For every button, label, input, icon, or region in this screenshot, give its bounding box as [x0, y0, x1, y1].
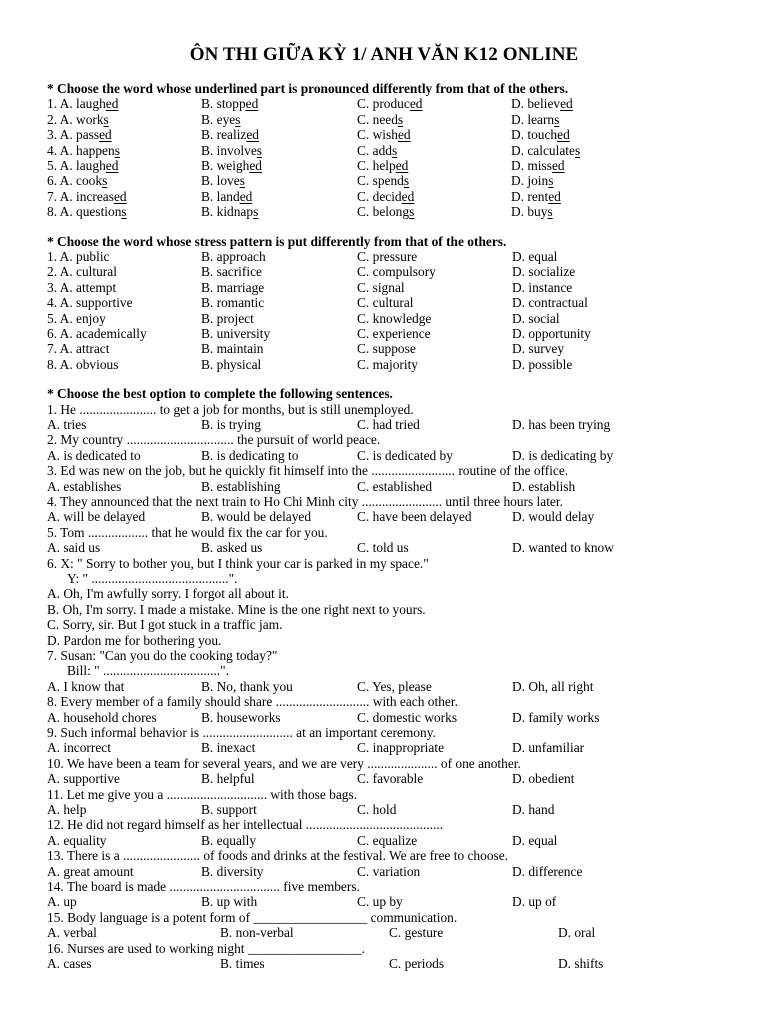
option-text: A. laugh [59, 158, 106, 173]
answer-option: A. tries [47, 417, 87, 432]
answer-option: D. is dedicating by [512, 447, 614, 463]
answer-option [357, 189, 414, 204]
underlined-part: ed [395, 158, 409, 173]
answer-option [512, 357, 572, 372]
question-text: 5. Tom .................. that he would fix the car for you. [47, 524, 328, 540]
option-text: D. believ [511, 96, 561, 112]
answer-option: A. supportive [47, 771, 120, 787]
question-text: 8. Every member of a family should share ............................ with each other. [47, 694, 458, 710]
answer-option [512, 264, 575, 279]
question-number: 2. [47, 111, 58, 127]
underlined-part: s [409, 204, 415, 220]
answer-option: B. No, thank you [201, 678, 293, 694]
answer-option: D. would delay [512, 509, 595, 525]
question-text: 13. There is a ....................... of foods and drinks at the festival. We are free to choose. [47, 848, 509, 864]
option-text: B. university [201, 326, 271, 341]
option-text: B. romantic [201, 295, 265, 311]
underlined-part: s [102, 173, 108, 189]
question-text: 11. Let me give you a .............................. with those bags. [47, 786, 358, 802]
option-text: A. work [59, 111, 104, 127]
option-text: A. question [59, 204, 122, 220]
answer-option [357, 249, 417, 264]
underlined-part: s [239, 173, 245, 189]
answer-option: B. is dedicating to [201, 447, 299, 463]
option-text: D. social [512, 310, 560, 326]
question-number: 4. [47, 142, 58, 158]
option-text: C. belong [357, 204, 410, 220]
option-text: D. miss [511, 158, 552, 173]
underlined-part: ed [239, 188, 253, 204]
answer-option: D. unfamiliar [512, 740, 585, 756]
question-text: 4. They announced that the next train to Ho Chi Minh city ........................ until three hours later. [47, 494, 563, 509]
answer-option [357, 264, 436, 279]
answer-option [357, 96, 422, 111]
underlined-part: ed [246, 127, 259, 143]
question-number: 4. [47, 295, 58, 311]
section-1-heading: * Choose the word whose underlined part is pronounced differently from that of the others. [47, 81, 569, 96]
underlined-part: s [397, 111, 404, 127]
answer-option: B. support [201, 802, 257, 817]
page-title: ÔN THI GIỮA KỲ 1/ ANH VĂN K12 ONLINE [189, 44, 579, 65]
answer-option: C. periods [389, 956, 445, 971]
section-3-heading: * Choose the best option to complete the following sentences. [47, 386, 393, 402]
answer-option: C. inappropriate [357, 740, 445, 756]
answer-option [511, 204, 553, 219]
answer-option: D. shifts [558, 956, 604, 971]
option-text: A. pass [59, 127, 100, 143]
question-number: 5. [47, 158, 58, 173]
option-text: C. wish [357, 127, 398, 143]
answer-option: C. domestic works [357, 709, 458, 725]
answer-option [512, 311, 560, 326]
answer-option [201, 357, 261, 372]
answer-option [201, 341, 263, 356]
option-text: C. need [357, 111, 398, 127]
underlined-part: s [256, 142, 263, 158]
reply-text: Bill: " ...................................". [67, 663, 229, 679]
question-text: 10. We have been a team for several years, and we are very ..................... of one another. [47, 755, 521, 771]
answer-option [357, 295, 414, 310]
option-text: C. add [357, 142, 392, 158]
answer-option: C. told us [357, 540, 409, 556]
answer-option [357, 311, 431, 326]
question-text: 16. Nurses are used to working night _________________. [47, 940, 365, 956]
answer-option: D. establish [512, 478, 576, 494]
option-text: D. contractual [512, 295, 588, 311]
question-number: 5. [47, 310, 58, 326]
reply-text: Y: " .........................................". [67, 571, 238, 586]
answer-option: A. establishes [47, 478, 122, 494]
answer-option [512, 280, 572, 295]
option-text: C. cultural [357, 295, 414, 311]
option-text: D. socialize [512, 264, 576, 280]
answer-option: B. equally [201, 832, 257, 848]
question-text: 14. The board is made ................................. five members. [47, 879, 360, 894]
underlined-part: ed [245, 96, 259, 112]
answer-option: D. oral [558, 925, 596, 941]
answer-option: D. difference [512, 863, 583, 879]
option-text: C. pressure [357, 249, 418, 264]
answer-option: C. variation [357, 863, 421, 879]
answer-option [357, 341, 416, 356]
answer-option [47, 112, 109, 127]
question-number: 8. [47, 356, 58, 372]
answer-option [357, 357, 418, 372]
answer-option [357, 112, 403, 127]
answer-option: B. would be delayed [201, 509, 312, 525]
answer-option [357, 173, 409, 188]
answer-option [47, 96, 118, 111]
underlined-part: s [253, 204, 259, 220]
option-text: D. opportunity [512, 326, 591, 341]
option-text: B. project [201, 310, 254, 326]
answer-option [201, 112, 240, 127]
answer-option: B. houseworks [201, 709, 281, 725]
underlined-part: ed [551, 158, 565, 173]
answer-option [201, 204, 258, 219]
underlined-part: ed [557, 127, 570, 143]
question-number: 3. [47, 279, 58, 295]
answer-option: A. household chores [47, 709, 157, 725]
underlined-part: s [103, 111, 109, 127]
answer-option [47, 341, 109, 356]
underlined-part: ed [397, 127, 411, 143]
answer-option: A. will be delayed [47, 509, 146, 525]
option-text: C. produc [357, 96, 410, 112]
question-number: 2. [47, 264, 58, 280]
question-number: 7. [47, 188, 58, 204]
answer-option [47, 295, 133, 310]
answer-option [512, 295, 588, 310]
answer-option: C. had tried [357, 417, 420, 432]
answer-option [511, 189, 561, 204]
answer-option: B. inexact [201, 740, 256, 756]
option-text: C. experience [357, 326, 431, 341]
underlined-part: s [403, 173, 410, 189]
option-text: B. kidnap [201, 204, 254, 220]
option-text: C. help [357, 158, 396, 173]
question-text: 1. He ....................... to get a job for months, but is still unemployed. [47, 401, 414, 417]
answer-option [47, 357, 118, 372]
answer-option: C. is dedicated by [357, 447, 453, 463]
option-text: D. possible [512, 356, 573, 372]
answer-option [47, 158, 118, 173]
option-text: D. instance [512, 279, 573, 295]
answer-option: C. equalize [357, 832, 418, 848]
answer-option: C. established [357, 478, 433, 494]
option-text: A. increas [59, 188, 114, 204]
answer-option [47, 264, 117, 279]
answer-option [511, 127, 570, 142]
option-text: B. love [201, 173, 240, 189]
answer-option [512, 326, 591, 341]
option-text: A. enjoy [59, 310, 106, 326]
answer-option [357, 280, 405, 295]
answer-option: B. asked us [201, 540, 263, 556]
answer-option [511, 96, 573, 111]
question-number: 7. [47, 341, 58, 357]
option-text: C. suppose [357, 341, 416, 357]
option-text: B. sacrifice [201, 264, 262, 280]
answer-option [47, 280, 116, 295]
underlined-part: ed [105, 96, 119, 112]
question-text: 6. X: " Sorry to bother you, but I think your car is parked in my space." [47, 555, 429, 571]
answer-option: A. Oh, I'm awfully sorry. I forgot all about it. [47, 586, 289, 602]
answer-option: A. equality [47, 832, 107, 848]
question-number: 3. [47, 127, 58, 143]
underlined-part: s [121, 204, 127, 220]
answer-option: A. help [47, 802, 87, 817]
option-text: B. approach [201, 249, 266, 264]
answer-option: D. Pardon me for bothering you. [47, 632, 222, 648]
option-text: D. learn [511, 111, 555, 127]
option-text: C. decid [357, 188, 402, 204]
answer-option: D. family works [512, 709, 600, 725]
option-text: D. touch [511, 127, 558, 143]
question-number: 6. [47, 173, 58, 189]
answer-option: C. Sorry, sir. But I got stuck in a traffic jam. [47, 617, 283, 633]
answer-option [47, 249, 110, 264]
answer-option [357, 143, 397, 158]
answer-option [512, 249, 557, 264]
option-text: B. realiz [201, 127, 247, 143]
answer-option: A. great amount [47, 863, 134, 879]
option-text: D. rent [511, 188, 549, 204]
underlined-part: ed [249, 158, 262, 173]
option-text: C. knowledge [357, 310, 432, 326]
option-text: A. laugh [59, 96, 106, 112]
question-text: 15. Body language is a potent form of _________________ communication. [47, 909, 458, 925]
underlined-part: ed [99, 127, 112, 143]
answer-option: D. equal [512, 832, 558, 848]
option-text: A. cultural [59, 264, 117, 280]
answer-option [47, 204, 127, 219]
answer-option [201, 264, 262, 279]
question-number: 1. [47, 96, 58, 112]
option-text: D. buy [511, 204, 548, 220]
underlined-part: s [547, 204, 553, 220]
option-text: D. equal [512, 249, 558, 264]
answer-option: D. has been trying [512, 417, 611, 432]
answer-option: B. diversity [201, 863, 264, 879]
answer-option: B. Oh, I'm sorry. I made a mistake. Mine is the one right next to yours. [47, 601, 426, 617]
answer-option: B. non-verbal [220, 925, 294, 941]
answer-option [201, 127, 259, 142]
option-text: C. spend [357, 173, 404, 189]
answer-option [201, 189, 252, 204]
answer-option: C. favorable [357, 771, 424, 787]
answer-option [201, 173, 245, 188]
underlined-part: ed [401, 188, 415, 204]
question-number: 8. [47, 204, 58, 220]
answer-option [47, 326, 147, 341]
option-text: B. land [201, 188, 240, 204]
answer-option [201, 158, 262, 173]
answer-option: C. up by [357, 894, 403, 910]
answer-option [201, 96, 258, 111]
answer-option: C. have been delayed [357, 509, 472, 525]
option-text: C. compulsory [357, 264, 436, 280]
underlined-part: s [114, 142, 120, 158]
answer-option [201, 311, 254, 326]
answer-option: C. gesture [389, 925, 444, 941]
answer-option: B. establishing [201, 478, 281, 494]
answer-option: A. up [47, 894, 77, 910]
underlined-part: ed [560, 96, 573, 112]
underlined-part: ed [105, 158, 119, 173]
answer-option [512, 341, 564, 356]
answer-option: D. Oh, all right [512, 678, 594, 694]
option-text: B. marriage [201, 279, 265, 295]
option-text: B. eye [201, 111, 236, 127]
answer-option [201, 326, 270, 341]
question-text: 7. Susan: "Can you do the cooking today?" [47, 648, 278, 663]
question-text: 2. My country ................................ the pursuit of world peace. [47, 432, 381, 448]
answer-option [201, 295, 264, 310]
answer-option: D. obedient [512, 771, 575, 787]
option-text: A. attract [59, 341, 110, 357]
answer-option [47, 311, 106, 326]
answer-option [511, 158, 565, 173]
answer-option: B. is trying [201, 417, 261, 432]
answer-option [201, 143, 262, 158]
answer-option [511, 173, 553, 188]
answer-option [357, 204, 414, 219]
option-text: A. cook [59, 173, 103, 189]
option-text: D. join [511, 173, 549, 189]
answer-option: A. said us [47, 540, 101, 556]
answer-option [201, 280, 264, 295]
question-text: 9. Such informal behavior is ........................... at an important ceremony. [47, 725, 436, 740]
answer-option: A. I know that [47, 678, 125, 694]
question-number: 1. [47, 249, 58, 264]
answer-option: C. hold [357, 802, 397, 817]
option-text: A. happen [59, 142, 115, 158]
answer-option: B. times [220, 956, 265, 971]
answer-option: B. up with [201, 894, 258, 910]
option-text: A. obvious [59, 356, 119, 372]
answer-option [357, 158, 408, 173]
answer-option: A. is dedicated to [47, 447, 141, 463]
answer-option [47, 189, 127, 204]
answer-option [511, 143, 580, 158]
answer-option [357, 127, 411, 142]
option-text: D. survey [512, 341, 565, 357]
underlined-part: s [235, 111, 241, 127]
answer-option: D. hand [512, 802, 555, 817]
answer-option [357, 326, 431, 341]
option-text: A. attempt [59, 279, 117, 295]
option-text: B. stopp [201, 96, 246, 112]
option-text: A. supportive [59, 295, 133, 311]
answer-option [47, 143, 120, 158]
option-text: B. physical [201, 356, 262, 372]
answer-option [511, 112, 559, 127]
answer-option: B. helpful [201, 771, 255, 787]
question-text: 12. He did not regard himself as her intellectual ......................................... [47, 817, 444, 833]
answer-option: A. cases [47, 956, 92, 971]
answer-option: C. Yes, please [357, 678, 432, 694]
question-text: 3. Ed was new on the job, but he quickly fit himself into the ......................... routine of the office. [47, 463, 569, 479]
underlined-part: ed [548, 188, 561, 204]
answer-option [47, 127, 112, 142]
underlined-part: s [554, 111, 560, 127]
option-text: A. academically [59, 326, 147, 341]
underlined-part: s [391, 142, 398, 158]
answer-option [201, 249, 266, 264]
option-text: C. majority [357, 356, 418, 372]
answer-option: D. up of [512, 894, 557, 910]
underlined-part: ed [113, 188, 127, 204]
option-text: B. maintain [201, 341, 264, 357]
question-number: 6. [47, 326, 58, 341]
answer-option: A. verbal [47, 925, 97, 941]
underlined-part: ed [409, 96, 423, 112]
answer-option: A. incorrect [47, 740, 111, 756]
underlined-part: s [548, 173, 554, 189]
option-text: B. weigh [201, 158, 250, 173]
underlined-part: s [574, 142, 581, 158]
option-text: D. calculate [511, 142, 575, 158]
answer-option [47, 173, 107, 188]
section-2-heading: * Choose the word whose stress pattern is put differently from that of the others. [47, 233, 507, 249]
option-text: C. signal [357, 279, 405, 295]
option-text: A. public [59, 249, 110, 264]
option-text: B. involve [201, 142, 257, 158]
answer-option: D. wanted to know [512, 540, 614, 556]
